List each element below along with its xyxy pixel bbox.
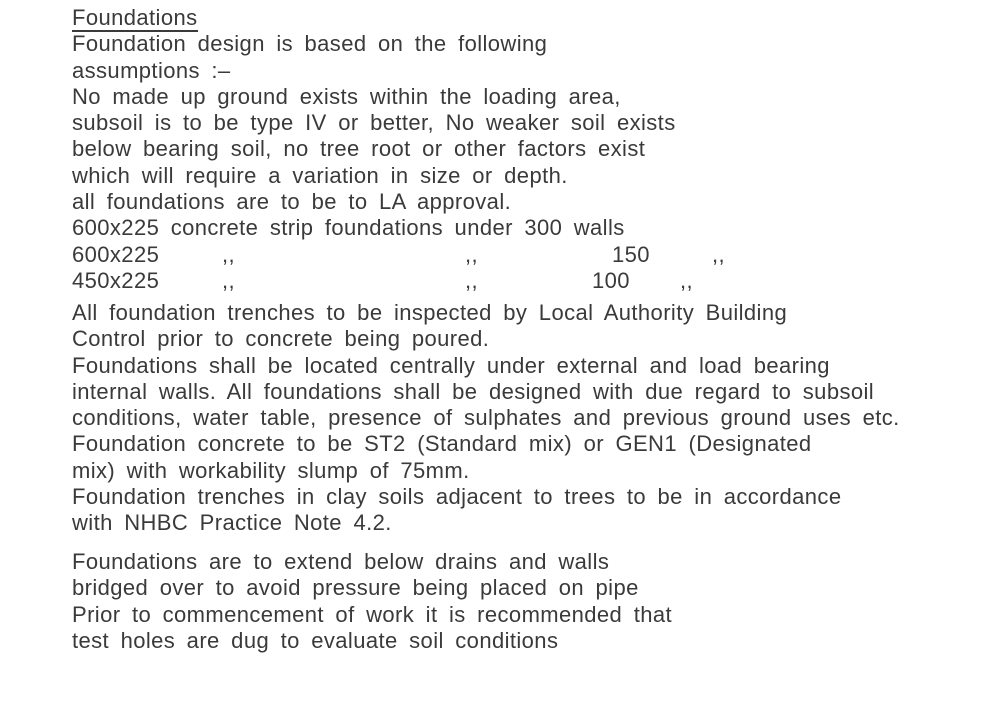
note-line: Prior to commencement of work it is recommended that	[72, 601, 673, 627]
dim-size: 600x225	[72, 241, 160, 267]
note-line: subsoil is to be type IV or better, No weaker soil exists	[72, 110, 676, 136]
ditto-mark: ,,	[222, 241, 236, 267]
ditto-mark: ,,	[465, 267, 479, 293]
note-line: test holes are dug to evaluate soil conditions	[72, 627, 559, 653]
dim-size: 450x225	[72, 267, 160, 293]
note-line: Foundations shall be located centrally under external and load bearing	[72, 352, 830, 378]
note-line: Foundation trenches in clay soils adjacent to trees to be in accordance	[72, 484, 842, 510]
note-line: assumptions :–	[72, 57, 231, 83]
ditto-mark: ,,	[222, 267, 236, 293]
note-line: internal walls. All foundations shall be designed with due regard to subsoil	[72, 378, 875, 404]
note-line: No made up ground exists within the loading area,	[72, 83, 621, 109]
dim-wall-width: 150	[612, 241, 650, 267]
intro-section	[72, 5, 726, 294]
ditto-mark: ,,	[680, 267, 694, 293]
note-line: conditions, water table, presence of sulphates and previous ground uses etc.	[72, 405, 900, 431]
dim-table-row	[72, 241, 726, 268]
note-line: below bearing soil, no tree root or other factors exist	[72, 136, 646, 162]
note-line: Foundation design is based on the following	[72, 31, 548, 57]
note-line: mix) with workability slump of 75mm.	[72, 457, 470, 483]
note-line: bridged over to avoid pressure being placed on pipe	[72, 575, 639, 601]
note-line: Control prior to concrete being poured.	[72, 326, 490, 352]
note-line: which will require a variation in size or depth.	[72, 162, 568, 188]
note-line: all foundations are to be to LA approval.	[72, 189, 512, 215]
ditto-mark: ,,	[465, 241, 479, 267]
dim-wall-width: 100	[592, 267, 630, 293]
note-line: 600x225 concrete strip foundations under 300 walls	[72, 215, 625, 241]
note-line: with NHBC Practice Note 4.2.	[72, 510, 392, 536]
section-title	[72, 5, 676, 31]
note-line: Foundations are to extend below drains and walls	[72, 549, 610, 574]
section-title-text: Foundations	[72, 5, 198, 30]
body-section	[72, 300, 900, 537]
note-line: All foundation trenches to be inspected by Local Authority Building	[72, 300, 788, 325]
note-line: Foundation concrete to be ST2 (Standard mix) or GEN1 (Designated	[72, 431, 812, 457]
footer-section	[72, 549, 672, 654]
dim-table-row	[72, 267, 694, 294]
ditto-mark: ,,	[712, 241, 726, 267]
